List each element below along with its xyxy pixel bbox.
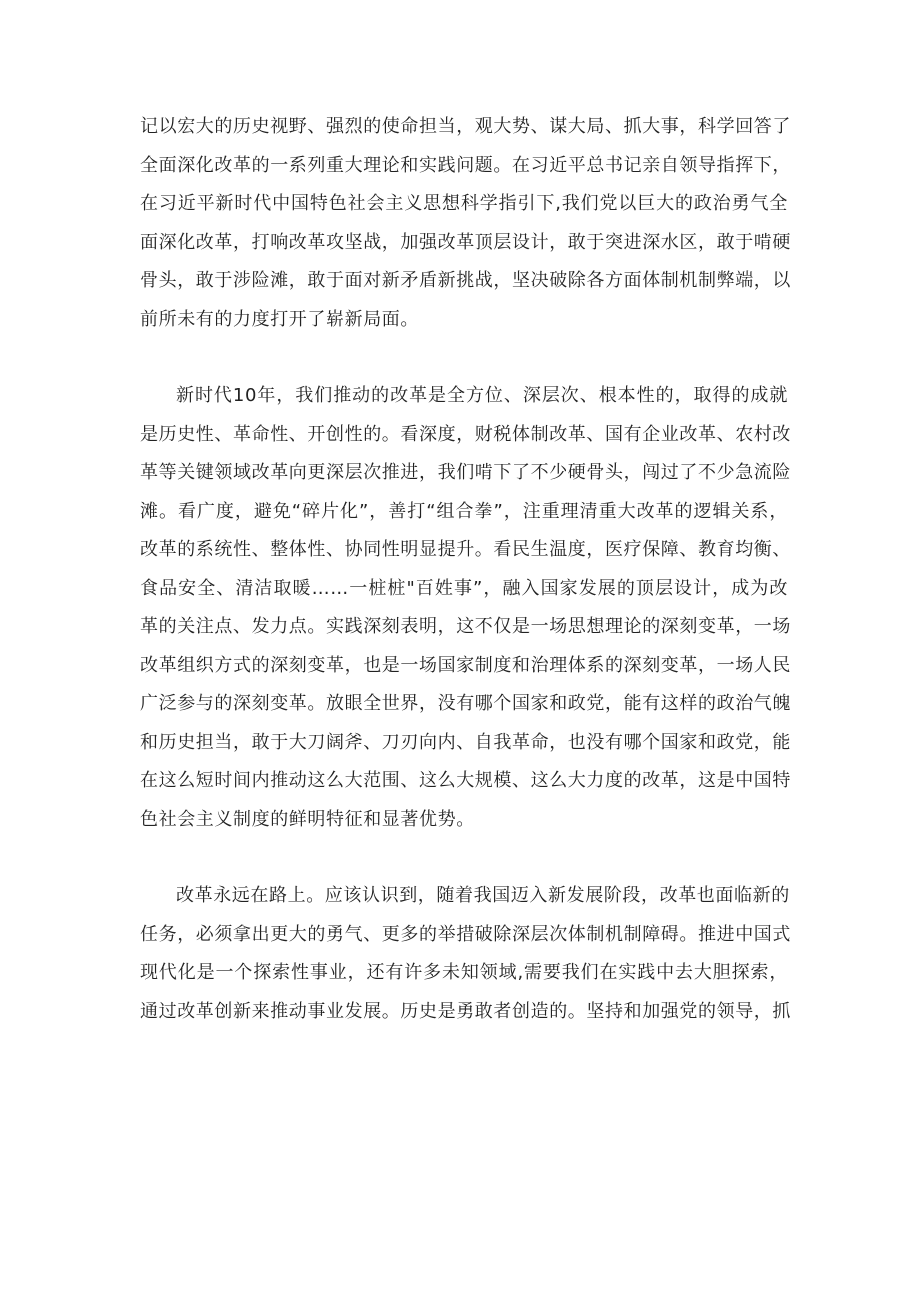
text-line: 新时代10年，我们推动的改革是全方位、深层次、根本性的，取得的成就 (176, 385, 788, 406)
text-line: 滩。看广度，避免“碎片化”，善打“组合拳”，注重理清重大改革的逻辑关系， (140, 500, 788, 522)
text-line: 骨头，敢于涉险滩，敢于面对新矛盾新挑战，坚决破除各方面体制机制弊端，以 (140, 270, 791, 291)
text-line: 通过改革创新来推动事业发展。历史是勇敢者创造的。坚持和加强党的领导，抓 (140, 1000, 791, 1022)
text-line: 记以宏大的历史视野、强烈的使命担当，观大势、谋大局、抓大事，科学回答了 (140, 116, 791, 137)
text-line: 广泛参与的深刻变革。放眼全世界，没有哪个国家和政党，能有这样的政治气魄 (140, 693, 791, 714)
text-line: 任务，必须拿出更大的勇气、更多的举措破除深层次体制机制障碍。推进中国式 (140, 923, 791, 945)
paragraph-2 (140, 377, 791, 839)
paragraph-3 (140, 877, 791, 1031)
text-line: 色社会主义制度的鲜明特征和显著优势。 (140, 808, 475, 830)
text-line: 现代化是一个探索性事业，还有许多未知领域,需要我们在实践中去大胆探索， (140, 962, 788, 983)
text-line: 在这么短时间内推动这么大范围、这么大规模、这么大力度的改革，这是中国特 (140, 770, 791, 791)
text-line: 全面深化改革的一系列重大理论和实践问题。在习近平总书记亲自领导指挥下， (140, 154, 791, 176)
text-line: 前所未有的力度打开了崭新局面。 (140, 308, 419, 330)
text-line: 革的关注点、发力点。实践深刻表明，这不仅是一场思想理论的深刻变革，一场 (140, 616, 791, 637)
text-line: 改革组织方式的深刻变革，也是一场国家制度和治理体系的深刻变革，一场人民 (140, 654, 791, 676)
text-line: 和历史担当，敢于大刀阔斧、刀刃向内、自我革命，也没有哪个国家和政党，能 (140, 731, 791, 753)
text-line: 面深化改革，打响改革攻坚战，加强改革顶层设计，敢于突进深水区，敢于啃硬 (140, 231, 791, 253)
text-line: 是历史性、革命性、开创性的。看深度，财税体制改革、国有企业改革、农村改 (140, 423, 791, 445)
text-line: 食品安全、清洁取暖……一桩桩"百姓事”，融入国家发展的顶层设计，成为改 (140, 577, 788, 599)
paragraph-1 (140, 108, 791, 339)
document-body (140, 108, 791, 1069)
text-line: 改革永远在路上。应该认识到，随着我国迈入新发展阶段，改革也面临新的 (176, 885, 790, 906)
text-line: 革等关键领域改革向更深层次推进，我们啃下了不少硬骨头，闯过了不少急流险 (140, 462, 791, 483)
text-line: 改革的系统性、整体性、协同性明显提升。看民生温度，医疗保障、教育均衡、 (140, 539, 791, 560)
text-line: 在习近平新时代中国特色社会主义思想科学指引下,我们党以巨大的政治勇气全 (140, 193, 788, 214)
